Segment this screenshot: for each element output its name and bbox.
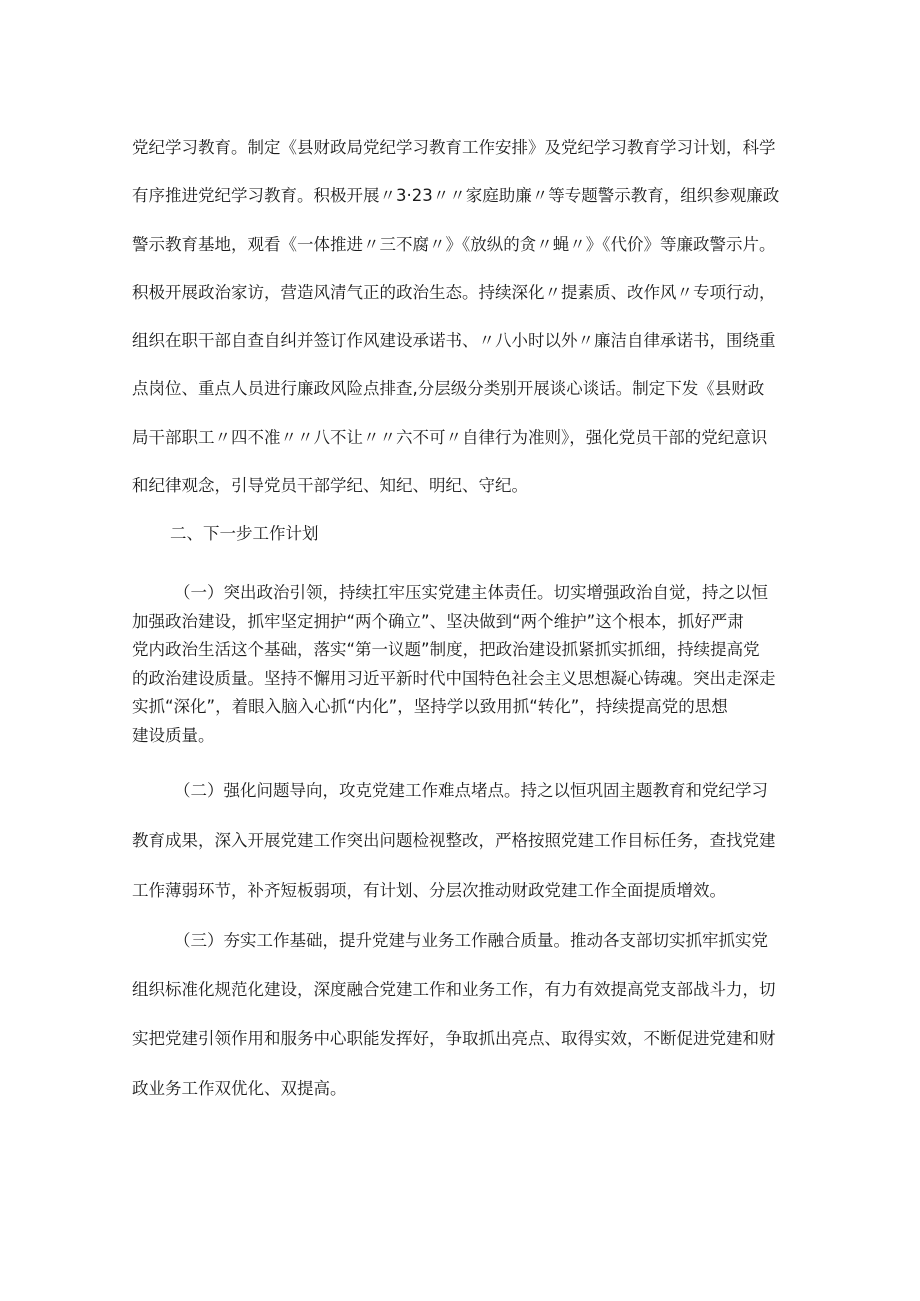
paragraph-party-discipline — [132, 124, 792, 510]
text-line: （三）夯实工作基础，提升党建与业务工作融合质量。推动各支部切实抓牢抓实党 — [174, 931, 768, 950]
paragraph-political-guidance — [132, 579, 792, 751]
text-line: 党内政治生活这个基础，落实“第一议题”制度，把政治建设抓紧抓实抓细，持续提高党 — [132, 640, 760, 660]
paragraph-problem-oriented — [132, 766, 792, 916]
section-heading: 二、下一步工作计划 — [170, 524, 319, 543]
paragraph-work-foundation — [132, 916, 792, 1113]
text-line: 警示教育基地，观看《一体推进〃三不腐〃》《放纵的贪〃蝇〃》《代价》等廉政警示片。 — [132, 234, 776, 254]
text-line: 实把党建引领作用和服务中心职能发挥好，争取抓出亮点、取得实效，不断促进党建和财 — [132, 1029, 776, 1049]
text-line: 实抓“深化”，着眼入脑入心抓“内化”，坚持学以致用抓“转化”，持续提高党的思想 — [132, 697, 728, 717]
text-line: （二）强化问题导向，攻克党建工作难点堵点。持之以恒巩固主题教育和党纪学习 — [174, 781, 768, 800]
text-line: 组织标准化规范化建设，深度融合党建工作和业务工作，有力有效提高党支部战斗力，切 — [132, 980, 776, 1000]
text-line: 组织在职干部自查自纠并签订作风建设承诺书、〃八小时以外〃廉洁自律承诺书，围绕重 — [132, 331, 776, 351]
text-line: 局干部职工〃四不准〃〃八不让〃〃六不可〃自律行为准则》，强化党员干部的党纪意识 — [132, 427, 768, 447]
text-line: 点岗位、重点人员进行廉政风险点排查,分层级分类别开展谈心谈话。制定下发《县财政 — [132, 379, 765, 399]
text-line: 教育成果，深入开展党建工作突出问题检视整改，严格按照党建工作目标任务，查找党建 — [132, 831, 776, 850]
text-line: 有序推进党纪学习教育。积极开展〃3·23〃〃家庭助廉〃等专题警示教育，组织参观廉政 — [132, 186, 780, 206]
text-line: 和纪律观念，引导党员干部学纪、知纪、明纪、守纪。 — [132, 476, 528, 496]
text-line: 建设质量。 — [132, 725, 215, 745]
text-line: 积极开展政治家访，营造风清气正的政治生态。持续深化〃提素质、改作风〃专项行动， — [132, 282, 776, 302]
text-line: 的政治建设质量。坚持不懈用习近平新时代中国特色社会主义思想凝心铸魂。突出走深走 — [132, 668, 776, 688]
text-line: 党纪学习教育。制定《县财政局党纪学习教育工作安排》及党纪学习教育学习计划，科学 — [132, 138, 776, 157]
text-line: 工作薄弱环节，补齐短板弱项，有计划、分层次推动财政党建工作全面提质增效。 — [132, 881, 726, 900]
text-line: 政业务工作双优化、双提高。 — [132, 1078, 347, 1098]
text-line: 加强政治建设，抓牢坚定拥护“两个确立”、坚决做到“两个维护”这个根本，抓好严肃 — [132, 611, 744, 631]
text-line: （一）突出政治引领，持续扛牢压实党建主体责任。切实增强政治自觉，持之以恒 — [174, 583, 768, 602]
